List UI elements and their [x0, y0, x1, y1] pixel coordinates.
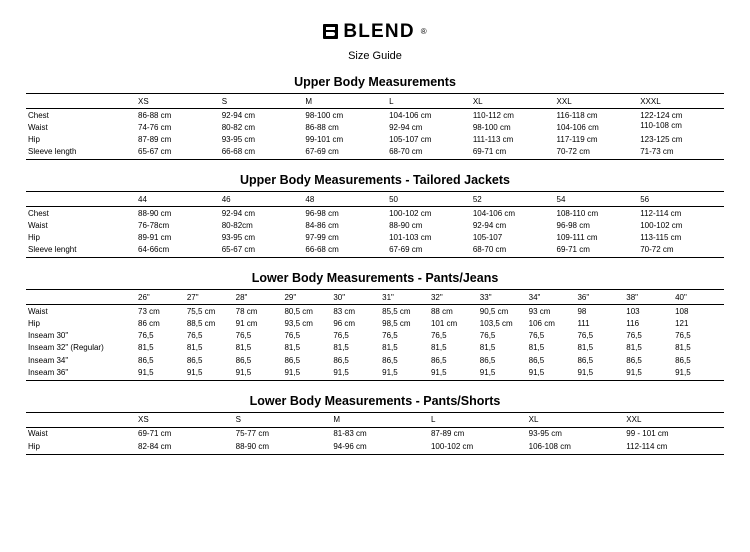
cell: 100-102 cm	[431, 440, 529, 454]
section-lower-body-pants-shorts	[26, 394, 724, 455]
cell: 66-68 cm	[222, 146, 306, 160]
cell: 98,5 cm	[382, 319, 411, 329]
cell: 78 cm	[235, 306, 258, 316]
cell: 93-95 cm	[221, 134, 256, 144]
table-row	[26, 109, 724, 122]
cell: 67-69 cm	[389, 244, 473, 258]
cell: 86,5	[675, 355, 691, 365]
cell: 92-94 cm	[472, 220, 507, 230]
column-header: 50	[389, 192, 473, 207]
column-header: L	[389, 94, 473, 109]
cell: 105-107 cm	[389, 134, 432, 144]
row-label: Sleeve lenght	[26, 244, 138, 258]
cell: 100-102 cm	[640, 220, 683, 230]
cell: 86 cm	[138, 319, 160, 329]
cell: 76,5	[626, 331, 642, 341]
cell: 81,5	[284, 343, 301, 353]
row-label: Inseam 32" (Regular)	[28, 343, 104, 353]
cell: 81,5	[186, 343, 203, 353]
cell: 91,5	[431, 366, 480, 380]
pants-jeans-table	[26, 289, 724, 381]
cell: 112-114 cm	[640, 208, 682, 218]
cell: 92-94 cm	[389, 122, 423, 132]
cell: 76,5	[186, 331, 203, 341]
cell: 109-111 cm	[556, 233, 598, 243]
cell: 96-98 cm	[305, 208, 339, 218]
cell: 86,5	[186, 355, 203, 365]
cell: 91,5	[577, 366, 626, 380]
cell: 76,5	[235, 331, 252, 341]
column-header: 48	[305, 192, 389, 207]
brand-name: BLEND	[343, 21, 415, 42]
cell: 106-108 cm	[529, 440, 627, 454]
cell: 123-125 cm	[640, 134, 683, 144]
cell: 86,5	[430, 355, 447, 365]
cell: 81,5	[626, 343, 642, 353]
table-row	[26, 207, 724, 220]
cell: 81,5	[577, 343, 594, 353]
cell: 83 cm	[333, 306, 356, 316]
cell: 86,5	[284, 355, 301, 365]
cell: 66-68 cm	[305, 244, 389, 258]
row-label: Inseam 36"	[26, 366, 138, 380]
cell: 97-99 cm	[305, 233, 339, 243]
cell: 76,5	[138, 331, 154, 341]
cell: 88,5 cm	[186, 319, 216, 329]
row-label: Waist	[28, 306, 48, 316]
column-header: 46	[222, 192, 306, 207]
cell: 75,5 cm	[186, 306, 216, 316]
table-row	[26, 305, 724, 318]
cell: 71-73 cm	[640, 146, 724, 160]
cell: 86,5	[235, 355, 252, 365]
cell: 112-114 cm	[626, 440, 724, 454]
column-header: 32"	[431, 290, 480, 305]
cell: 111-113 cm	[472, 134, 514, 144]
cell: 86-88 cm	[305, 122, 339, 132]
column-header: 29"	[284, 290, 333, 305]
cell: 96 cm	[333, 319, 356, 329]
cell: 81,5	[675, 343, 691, 353]
cell: 86-88 cm	[138, 110, 172, 120]
page-title: Size Guide	[348, 50, 402, 62]
cell: 76,5	[382, 331, 398, 341]
cell: 76-78cm	[138, 220, 170, 230]
cell: 93,5 cm	[284, 319, 313, 329]
column-header: XXL	[626, 412, 724, 427]
cell: 91,5	[382, 366, 431, 380]
cell: 76,5	[528, 331, 545, 341]
row-label: Hip	[26, 440, 138, 454]
table-row	[26, 354, 724, 366]
cell: 86,5	[479, 355, 496, 365]
cell: 101 cm	[430, 319, 458, 329]
cell: 76,5	[430, 331, 447, 341]
cell: 104-106 cm	[472, 208, 516, 218]
table-row	[26, 232, 724, 244]
cell: 86,5	[333, 355, 349, 365]
cell: 98	[577, 306, 587, 316]
cell: 91,5	[333, 366, 382, 380]
cell: 98-100 cm	[305, 110, 344, 120]
pants-shorts-table	[26, 412, 724, 455]
column-header: 56	[640, 192, 724, 207]
row-label: Hip	[28, 233, 41, 243]
table-header-row	[26, 192, 724, 207]
column-header: 26"	[138, 290, 187, 305]
column-header: XS	[138, 94, 222, 109]
cell: 94-96 cm	[333, 440, 431, 454]
column-header: XXL	[557, 94, 641, 109]
cell: 81,5	[528, 343, 545, 353]
table-row	[26, 219, 724, 231]
cell: 91,5	[284, 366, 333, 380]
column-header	[26, 94, 138, 109]
cell: 65-67 cm	[138, 146, 222, 160]
column-header: 28"	[236, 290, 285, 305]
column-header	[26, 290, 138, 305]
cell: 81,5	[235, 343, 252, 353]
cell: 80,5 cm	[284, 306, 313, 316]
cell: 91,5	[529, 366, 578, 380]
cell: 80-82 cm	[221, 122, 256, 132]
cell: 99-101 cm	[305, 134, 344, 144]
upper-body-table	[26, 93, 724, 160]
cell: 93 cm	[528, 306, 551, 316]
cell-line: 122-124 cm	[640, 110, 683, 120]
cell: 88-90 cm	[138, 208, 172, 218]
table-header-row	[26, 290, 724, 305]
cell: 96-98 cm	[556, 220, 590, 230]
cell: 88-90 cm	[389, 220, 423, 230]
column-header: XL	[529, 412, 627, 427]
cell: 117-119 cm	[556, 134, 598, 144]
column-header: L	[431, 412, 529, 427]
cell: 76,5	[479, 331, 496, 341]
table-row	[26, 244, 724, 258]
column-header: 34"	[529, 290, 578, 305]
cell: 82-84 cm	[138, 440, 236, 454]
column-header	[26, 412, 138, 427]
table-row	[26, 330, 724, 342]
row-label: Inseam 30"	[28, 331, 69, 341]
column-header: 40"	[675, 290, 724, 305]
cell: 108-110 cm	[556, 208, 599, 218]
cell: 69-71 cm	[473, 146, 557, 160]
cell: 69-71 cm	[138, 429, 172, 439]
cell: 87-89 cm	[138, 134, 172, 144]
column-header: 44	[138, 192, 222, 207]
section-upper-body-tailored-jackets	[26, 173, 724, 258]
column-header: 36"	[577, 290, 626, 305]
brand-header	[26, 22, 724, 41]
row-label: Chest	[28, 110, 49, 120]
cell: 92-94 cm	[221, 208, 256, 218]
cell: 91,5	[626, 366, 675, 380]
cell: 86,5	[577, 355, 594, 365]
table-row	[26, 133, 724, 145]
tailored-jackets-table	[26, 191, 724, 258]
cell: 93-95 cm	[528, 429, 562, 439]
table-header-row	[26, 412, 724, 427]
cell: 91 cm	[235, 319, 258, 329]
cell: 108	[675, 306, 689, 316]
cell: 105-107	[472, 233, 503, 243]
cell: 89-91 cm	[138, 233, 172, 243]
registered-trademark-icon: ®	[420, 26, 427, 36]
cell: 81,5	[430, 343, 447, 353]
cell: 103	[626, 306, 640, 316]
table-header-row	[26, 94, 724, 109]
cell: 84-86 cm	[305, 220, 339, 230]
cell: 91,5	[480, 366, 529, 380]
cell: 73 cm	[138, 306, 160, 316]
cell: 87-89 cm	[430, 429, 465, 439]
cell: 91,5	[187, 366, 236, 380]
cell: 90,5 cm	[479, 306, 509, 316]
cell: 91,5	[138, 366, 187, 380]
cell: 67-69 cm	[305, 146, 389, 160]
row-label: Waist	[28, 220, 48, 230]
cell: 91,5	[236, 366, 285, 380]
row-label: Waist	[28, 122, 48, 132]
column-header: XS	[138, 412, 236, 427]
table-row	[26, 318, 724, 330]
cell: 104-106 cm	[556, 122, 599, 132]
section-lower-body-pants-jeans	[26, 271, 724, 381]
cell-line: 110-108 cm	[640, 120, 682, 130]
table-row	[26, 427, 724, 440]
cell: 88 cm	[430, 306, 453, 316]
cell: 101-103 cm	[389, 233, 432, 243]
column-header	[26, 192, 138, 207]
cell: 65-67 cm	[222, 244, 306, 258]
cell: 106 cm	[528, 319, 555, 329]
cell: 116	[626, 319, 640, 329]
row-label: Sleeve length	[26, 146, 138, 160]
cell: 81,5	[479, 343, 496, 353]
cell: 100-102 cm	[389, 208, 432, 218]
cell: 70-72 cm	[640, 244, 724, 258]
column-header: 38"	[626, 290, 675, 305]
column-header: 33"	[480, 290, 529, 305]
row-label: Inseam 34"	[28, 355, 69, 365]
column-header: XL	[473, 94, 557, 109]
column-header: S	[236, 412, 334, 427]
cell: 93-95 cm	[221, 233, 256, 243]
table-row	[26, 440, 724, 454]
column-header: 27"	[187, 290, 236, 305]
row-label: Hip	[28, 319, 41, 329]
section-title: Lower Body Measurements - Pants/Shorts	[249, 393, 501, 408]
cell: 111	[577, 319, 590, 329]
column-header: S	[222, 94, 306, 109]
cell: 75-77 cm	[235, 429, 270, 439]
cell: 86,5	[382, 355, 398, 365]
row-label: Hip	[28, 134, 41, 144]
cell: 99 - 101 cm	[626, 429, 669, 439]
column-header: 52	[473, 192, 557, 207]
cell: 86,5	[528, 355, 545, 365]
blend-logo-icon	[323, 24, 338, 39]
table-row	[26, 342, 724, 354]
cell: 76,5	[577, 331, 594, 341]
cell: 76,5	[284, 331, 301, 341]
row-label: Chest	[28, 208, 49, 218]
cell: 68-70 cm	[389, 146, 473, 160]
column-header: M	[305, 94, 389, 109]
cell: 103,5 cm	[479, 319, 513, 329]
cell	[640, 109, 724, 134]
cell: 81,5	[382, 343, 398, 353]
cell: 81-83 cm	[333, 429, 367, 439]
column-header: 31"	[382, 290, 431, 305]
cell: 80-82cm	[221, 220, 253, 230]
cell: 113-115 cm	[640, 233, 682, 243]
cell: 91,5	[675, 366, 724, 380]
column-header: 30"	[333, 290, 382, 305]
column-header: M	[333, 412, 431, 427]
cell: 88-90 cm	[236, 440, 334, 454]
column-header: 54	[557, 192, 641, 207]
cell: 98-100 cm	[472, 122, 511, 132]
cell: 70-72 cm	[557, 146, 641, 160]
cell: 86,5	[138, 355, 154, 365]
cell: 69-71 cm	[557, 244, 641, 258]
section-title: Lower Body Measurements - Pants/Jeans	[251, 271, 499, 286]
cell: 74-76 cm	[138, 122, 172, 132]
cell: 121	[675, 319, 689, 329]
cell: 81,5	[138, 343, 154, 353]
size-guide-page	[0, 22, 750, 552]
cell: 92-94 cm	[221, 110, 256, 120]
cell: 64-66cm	[138, 244, 222, 258]
cell: 81,5	[333, 343, 349, 353]
cell: 76,5	[675, 331, 691, 341]
section-title: Upper Body Measurements	[294, 75, 456, 89]
table-row	[26, 366, 724, 380]
cell: 68-70 cm	[473, 244, 557, 258]
cell: 104-106 cm	[389, 110, 432, 120]
table-row	[26, 121, 724, 133]
row-label: Waist	[28, 429, 48, 439]
cell: 76,5	[333, 331, 349, 341]
cell: 116-118 cm	[556, 110, 598, 120]
table-row	[26, 146, 724, 160]
section-upper-body	[26, 75, 724, 160]
column-header: XXXL	[640, 94, 724, 109]
cell: 86,5	[626, 355, 642, 365]
cell: 85,5 cm	[382, 306, 411, 316]
cell: 110-112 cm	[472, 110, 514, 120]
section-title: Upper Body Measurements - Tailored Jackets	[240, 173, 510, 188]
